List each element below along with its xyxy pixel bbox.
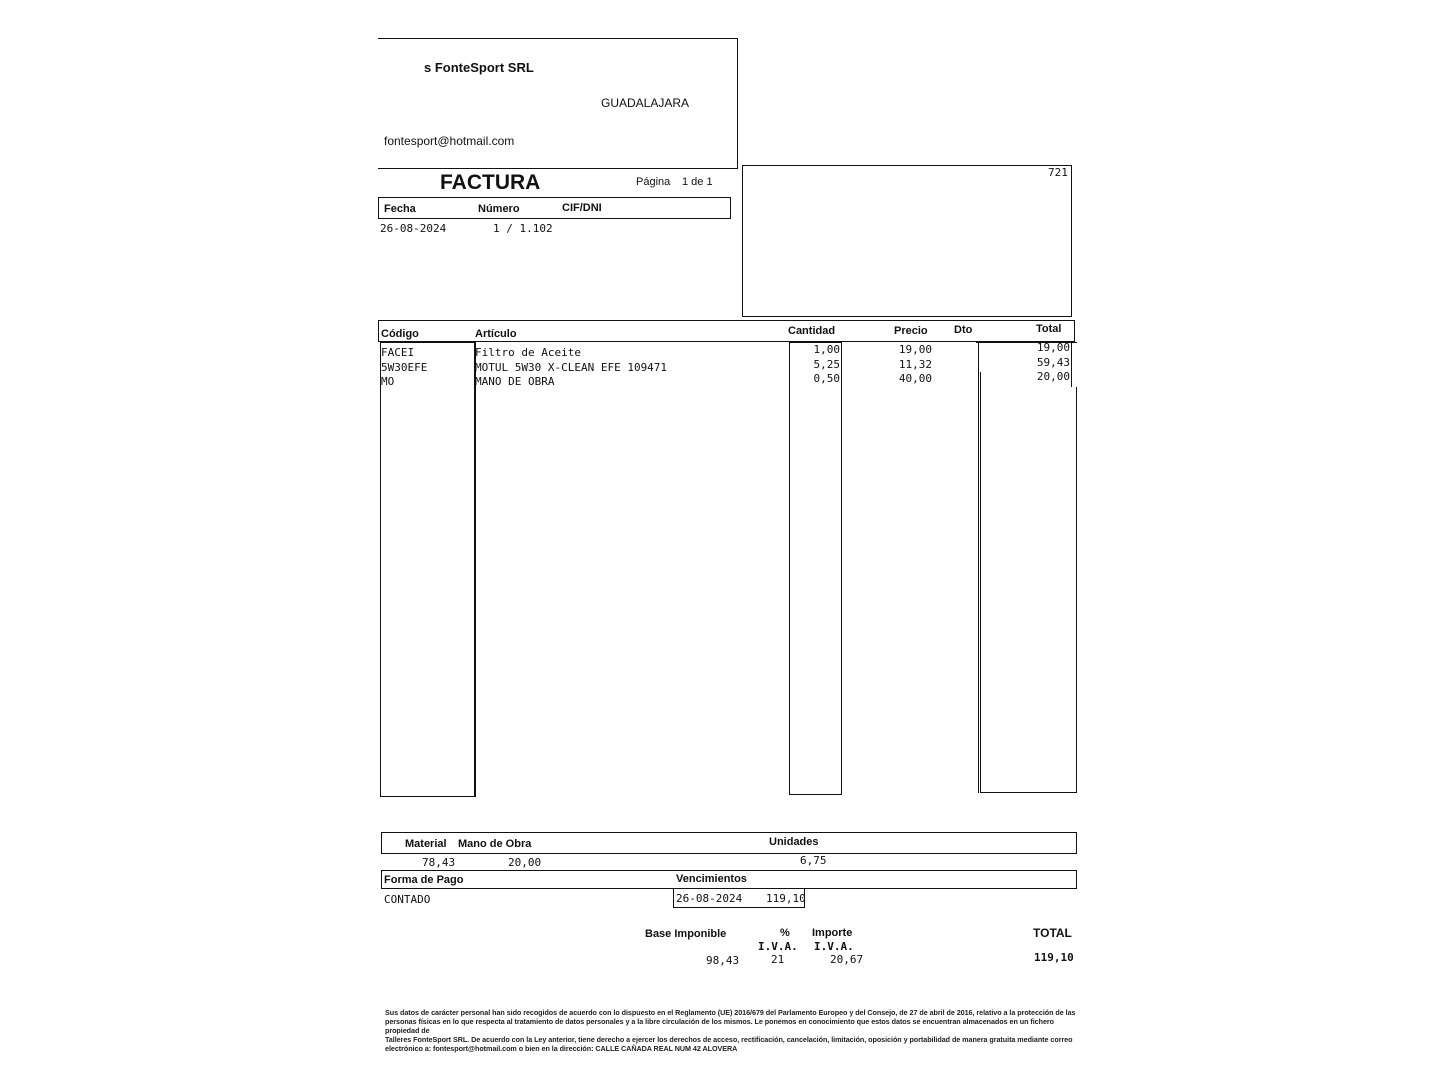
row-cantidad: 5,25 (813, 357, 840, 371)
forma-pago-header: Forma de Pago (384, 874, 464, 886)
material-header: Material (405, 838, 447, 850)
company-email: fontesport@hotmail.com (384, 134, 515, 148)
fecha-header: Fecha (384, 203, 416, 215)
row-total: 59,43 (1036, 355, 1070, 369)
total-column-right-lower (1076, 387, 1077, 793)
base-imponible-value: 98,43 (706, 954, 740, 967)
col-cantidad-header: Cantidad (788, 325, 836, 337)
row-total: 20,00 (1036, 370, 1070, 383)
vencimiento-fecha: 26-08-2024 (676, 892, 743, 905)
legal-line-2: personas físicas en lo que respecta al tratamiento de datos personales y a la libre circulación de los mismos. Le ponemos en conocimiento que estos datos se encuentran almacenados en un fichero propiedad de (385, 1017, 1054, 1035)
legal-notice (385, 1008, 1085, 1053)
base-imponible-label: Base Imponible (645, 928, 727, 940)
page-label: Página (636, 176, 671, 188)
col-codigo-header: Código (381, 328, 419, 340)
vencimientos-header: Vencimientos (676, 873, 747, 885)
row-cantidad: 1,00 (813, 343, 840, 356)
forma-pago-value: CONTADO (384, 893, 431, 906)
company-city: GUADALAJARA (601, 96, 690, 110)
numero-header: Número (478, 203, 520, 215)
row-codigo: 5W30EFE (381, 360, 428, 374)
page-value: 1 de 1 (682, 176, 713, 188)
total-column-left (978, 342, 979, 793)
importe-value: 20,67 (830, 953, 864, 966)
col-total-header: Total (1036, 323, 1062, 335)
legal-line-3: Talleres FonteSport SRL. De acuerdo con la Ley anterior, tiene derecho a ejercer los derechos de acceso, rectificación, cancelación, limitación, oposición y portabilidad de manera gratuita mediante correo (385, 1035, 1073, 1044)
vencimiento-importe: 119,10 (766, 892, 806, 905)
col-dto-header: Dto (954, 324, 973, 336)
total-label: TOTAL (1033, 926, 1072, 940)
iva-pct-label: % (780, 927, 790, 939)
material-value: 78,43 (422, 856, 456, 869)
iva-pct-value: 21 (771, 953, 785, 966)
col-articulo-header: Artículo (475, 328, 517, 340)
cantidad-column (789, 342, 842, 795)
cif-header: CIF/DNI (562, 202, 602, 214)
legal-line-4: electrónico a: fontesport@hotmail.com o bien en la dirección: CALLE CAÑADA REAL NUM 42 ALOVERA (385, 1044, 738, 1053)
total-column-bottom (980, 792, 1077, 793)
legal-line-1: Sus datos de carácter personal han sido recogidos de acuerdo con lo dispuesto en el Reglamento (UE) 2016/679 del Parlamento Europeo y del Consejo, de 27 de abril de 2016, relativo a la protección de las (385, 1008, 1076, 1017)
row-articulo: MANO DE OBRA (475, 375, 555, 388)
company-name: s FonteSport SRL (424, 60, 534, 75)
client-box (742, 165, 1072, 317)
unidades-value: 6,75 (800, 854, 827, 867)
total-value: 119,10 (1034, 951, 1074, 964)
iva-pct-sublabel: I.V.A. (758, 940, 798, 953)
unidades-header: Unidades (769, 836, 819, 848)
numero-value: 1 / 1.102 (493, 222, 553, 235)
fecha-value: 26-08-2024 (380, 222, 447, 235)
invoice-header-box (378, 197, 731, 219)
row-precio: 19,00 (898, 343, 932, 356)
row-codigo: MO (381, 375, 395, 388)
row-articulo: Filtro de Aceite (475, 346, 581, 359)
col-precio-header: Precio (894, 325, 928, 337)
row-precio: 40,00 (898, 372, 932, 385)
row-articulo: MOTUL 5W30 X-CLEAN EFE 109471 (475, 360, 668, 374)
client-code: 721 (1048, 166, 1068, 179)
total-column-right (1071, 342, 1072, 387)
importe-label: Importe (812, 927, 853, 939)
total-column (976, 342, 1077, 793)
total-column-left-inner (980, 372, 981, 793)
mano-obra-header: Mano de Obra (458, 838, 532, 850)
invoice-title: FACTURA (440, 171, 541, 194)
codigo-column (380, 342, 476, 797)
row-precio: 11,32 (898, 357, 932, 371)
mano-obra-value: 20,00 (508, 856, 542, 869)
row-cantidad: 0,50 (813, 372, 840, 385)
articulo-column-left (474, 342, 475, 797)
importe-sublabel: I.V.A. (814, 940, 854, 953)
row-total: 19,00 (1036, 341, 1070, 354)
row-codigo: FACEI (381, 346, 415, 359)
